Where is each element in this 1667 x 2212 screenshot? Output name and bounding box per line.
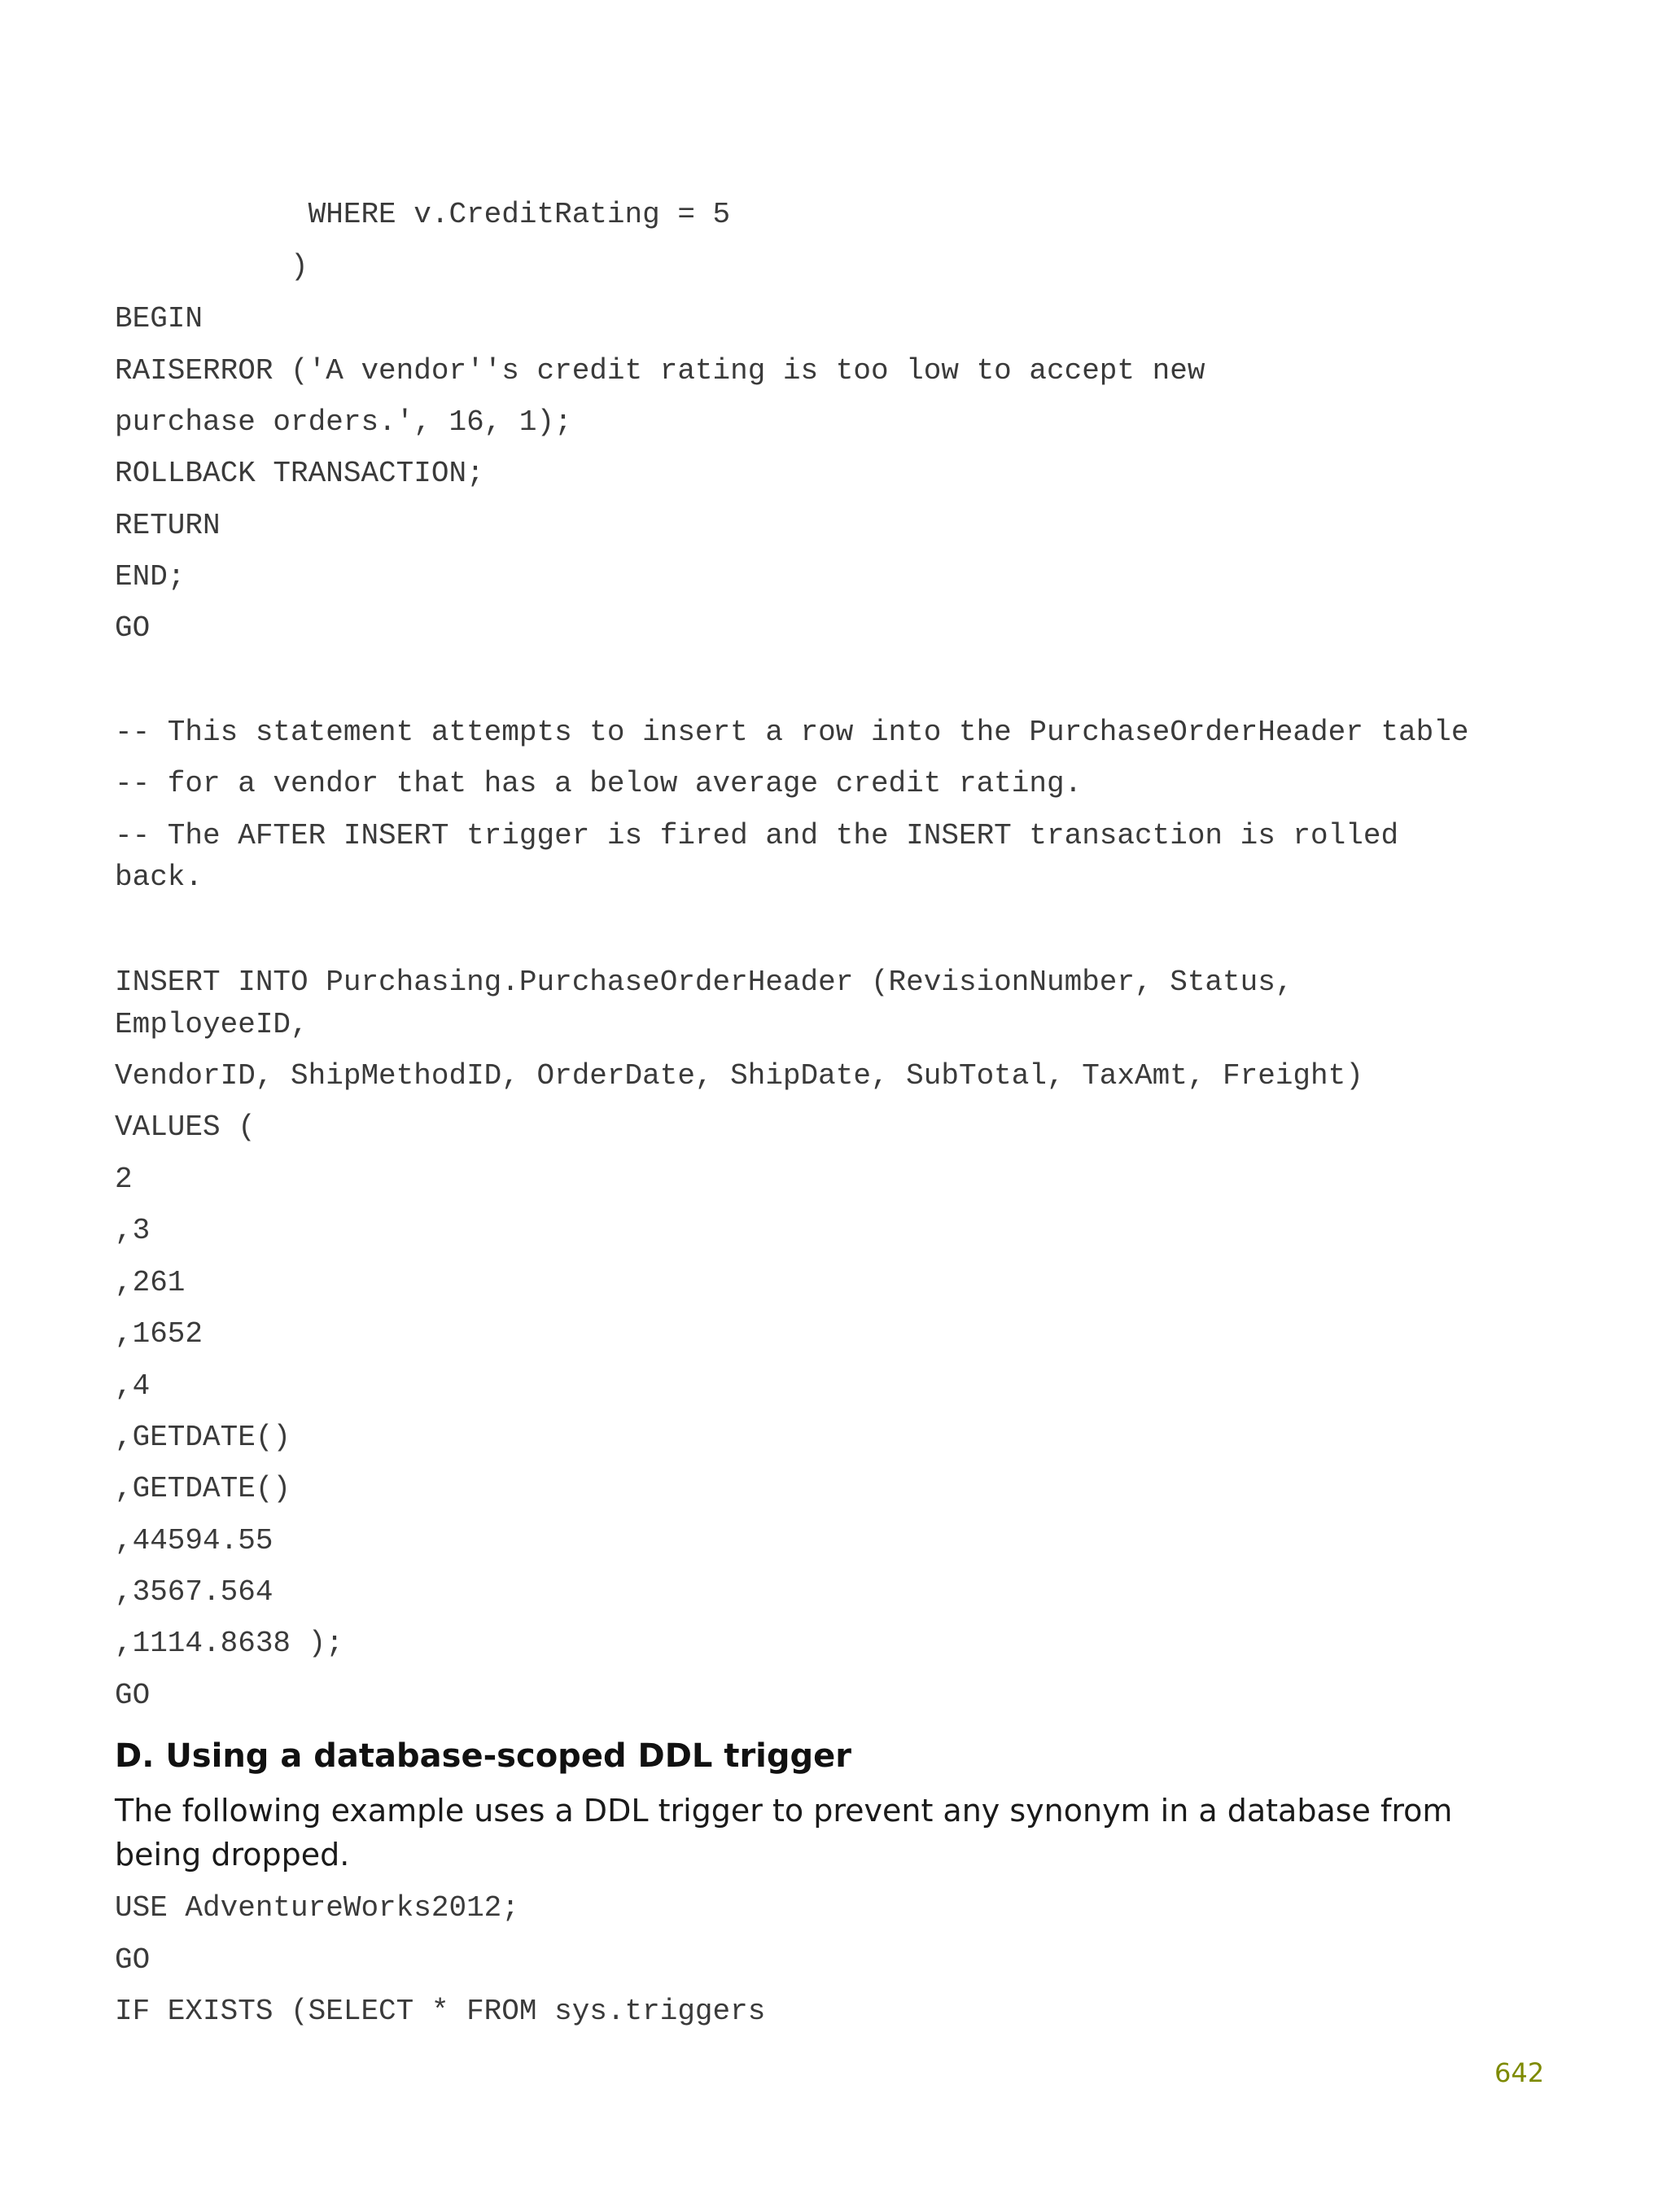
code-line: ,3: [115, 1214, 151, 1247]
code-line: IF EXISTS (SELECT * FROM sys.triggers: [115, 1995, 766, 2028]
code-line: VALUES (: [115, 1110, 256, 1144]
code-line: ,3567.564: [115, 1575, 273, 1609]
code-line: ,4: [115, 1369, 151, 1403]
code-line: BEGIN: [115, 302, 203, 335]
code-line: END;: [115, 560, 186, 594]
code-line: USE AdventureWorks2012;: [115, 1891, 519, 1925]
code-line: WHERE v.CreditRating = 5: [115, 198, 731, 231]
section-heading: D. Using a database-scoped DDL trigger: [115, 1737, 851, 1775]
code-comment-line: -- This statement attempts to insert a row into the PurchaseOrderHeader table: [115, 716, 1469, 749]
code-line: VendorID, ShipMethodID, OrderDate, ShipDate, SubTotal, TaxAmt, Freight): [115, 1059, 1363, 1093]
code-line: ,GETDATE(): [115, 1421, 291, 1454]
section-paragraph: The following example uses a DDL trigger to prevent any synonym in a database from being dropped.: [115, 1793, 1453, 1873]
code-line: EmployeeID,: [115, 1008, 308, 1041]
code-line: ,GETDATE(): [115, 1472, 291, 1505]
code-comment-line: back.: [115, 861, 203, 894]
code-line: INSERT INTO Purchasing.PurchaseOrderHeader (RevisionNumber, Status,: [115, 966, 1293, 999]
page-number: 642: [1494, 2057, 1545, 2088]
code-line: ,261: [115, 1266, 186, 1299]
code-line: ): [115, 250, 308, 283]
code-comment-line: -- for a vendor that has a below average credit rating.: [115, 767, 1083, 800]
code-line: purchase orders.', 16, 1);: [115, 405, 572, 439]
code-line: ,44594.55: [115, 1524, 273, 1557]
code-line: GO: [115, 1943, 151, 1977]
code-line: GO: [115, 1679, 151, 1712]
code-line: RAISERROR ('A vendor''s credit rating is too low to accept new: [115, 354, 1205, 388]
code-line: ,1114.8638 );: [115, 1627, 343, 1660]
code-line: ROLLBACK TRANSACTION;: [115, 457, 484, 490]
code-comment-line: -- The AFTER INSERT trigger is fired and the INSERT transaction is rolled: [115, 819, 1399, 852]
code-line: GO: [115, 611, 151, 645]
code-line: 2: [115, 1163, 133, 1196]
code-line: ,1652: [115, 1317, 203, 1351]
code-line: RETURN: [115, 509, 221, 542]
